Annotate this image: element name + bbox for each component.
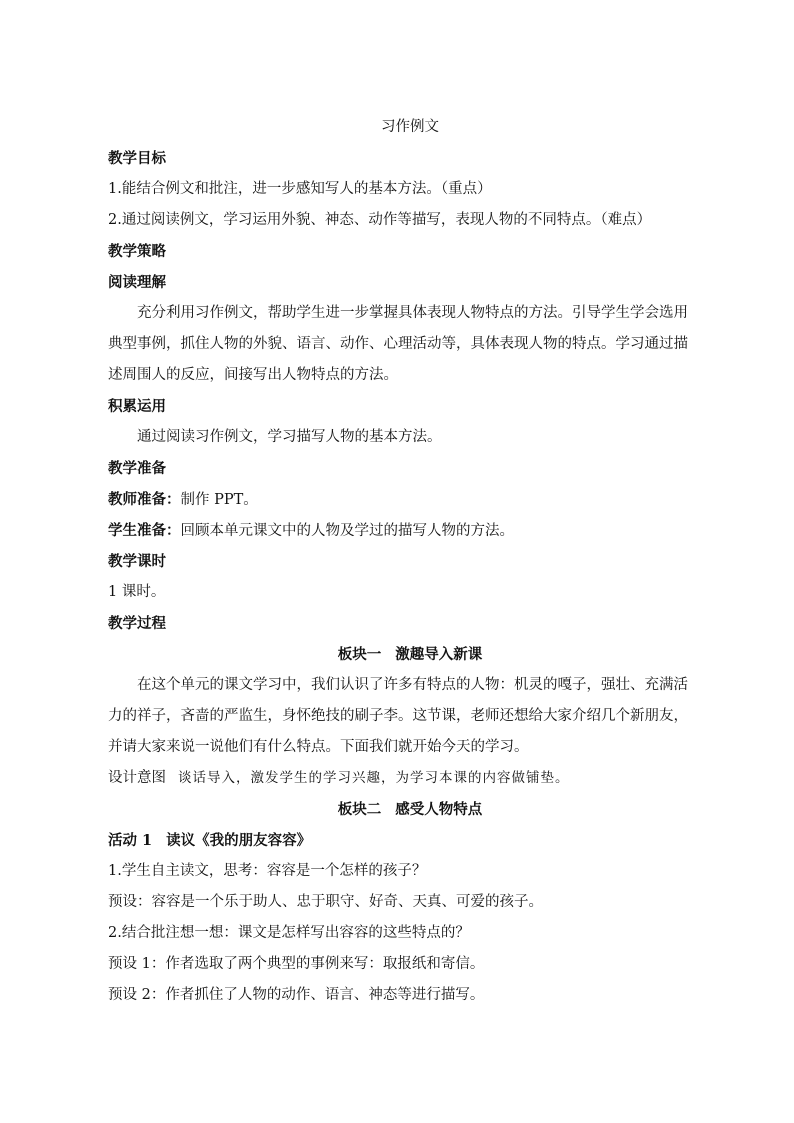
document-title: 习作例文 bbox=[381, 119, 439, 135]
block2-heading bbox=[108, 794, 712, 825]
paragraph-line: 述周围人的反应，间接写出人物特点的方法。 bbox=[108, 367, 398, 383]
goal-item: 2.通过阅读例文，学习运用外貌、神态、动作等描写，表现人物的不同特点。（难点） bbox=[108, 212, 652, 228]
strategy-heading: 教学策略 bbox=[108, 243, 166, 260]
answer-2-2: 预设 2：作者抓住了人物的动作、语言、神态等进行描写。 bbox=[108, 987, 485, 1003]
prep-heading: 教学准备 bbox=[108, 460, 166, 477]
paragraph-line: 典型事例，抓住人物的外貌、语言、动作、心理活动等，具体表现人物的特点。学习通过描 bbox=[108, 336, 688, 352]
block1-label: 板块一 bbox=[337, 646, 382, 663]
student-prep-text: 回顾本单元课文中的人物及学过的描写人物的方法。 bbox=[180, 523, 514, 539]
block1-heading bbox=[108, 639, 712, 670]
reading-heading: 阅读理解 bbox=[108, 274, 166, 291]
activity-title: 读议《我的朋友容容》 bbox=[166, 832, 312, 849]
paragraph-line: 并请大家来说一说他们有什么特点。下面我们就开始今天的学习。 bbox=[108, 739, 529, 755]
application-text: 通过阅读习作例文，学习描写人物的基本方法。 bbox=[137, 429, 442, 445]
hours-heading: 教学课时 bbox=[108, 553, 166, 570]
paragraph-line: 充分利用习作例文，帮助学生进一步掌握具体表现人物特点的方法。引导学生学会选用 bbox=[137, 305, 688, 321]
goals-heading: 教学目标 bbox=[108, 150, 166, 167]
block1-paragraph bbox=[108, 670, 712, 763]
student-prep bbox=[108, 515, 712, 546]
student-prep-label: 学生准备： bbox=[108, 522, 181, 539]
design-intent bbox=[108, 763, 712, 794]
block2-label: 板块二 bbox=[337, 801, 382, 818]
question-2: 2.结合批注想一想：课文是怎样写出容容的这些特点的？ bbox=[108, 925, 470, 941]
design-intent-text: 谈话导入，激发学生的学习兴趣，为学习本课的内容做铺垫。 bbox=[178, 770, 570, 786]
design-intent-label: 设计意图 bbox=[108, 770, 166, 786]
reading-paragraph bbox=[108, 298, 712, 391]
answer-2-1: 预设 1：作者选取了两个典型的事例来写：取报纸和寄信。 bbox=[108, 956, 485, 972]
application-heading: 积累运用 bbox=[108, 398, 166, 415]
paragraph-line: 在这个单元的课文学习中，我们认识了许多有特点的人物：机灵的嘎子，强壮、充满活 bbox=[137, 677, 688, 693]
block2-title: 感受人物特点 bbox=[395, 801, 483, 818]
paragraph-line: 力的祥子，吝啬的严监生，身怀绝技的刷子李。这节课，老师还想给大家介绍几个新朋友， bbox=[108, 708, 688, 724]
hours-text: 1 课时。 bbox=[108, 584, 166, 600]
teacher-prep-text: 制作 PPT。 bbox=[180, 492, 258, 508]
activity-label: 活动 1 bbox=[108, 832, 153, 849]
teacher-prep-label: 教师准备： bbox=[108, 491, 181, 508]
goal-item: 1.能结合例文和批注，进一步感知写人的基本方法。（重点） bbox=[108, 181, 492, 197]
question-1: 1.学生自主读文，思考：容容是一个怎样的孩子？ bbox=[108, 863, 427, 879]
block1-title: 激趣导入新课 bbox=[395, 646, 483, 663]
teacher-prep bbox=[108, 484, 712, 515]
answer-1: 预设：容容是一个乐于助人、忠于职守、好奇、天真、可爱的孩子。 bbox=[108, 894, 543, 910]
activity-heading bbox=[108, 825, 712, 856]
process-heading: 教学过程 bbox=[108, 615, 166, 632]
